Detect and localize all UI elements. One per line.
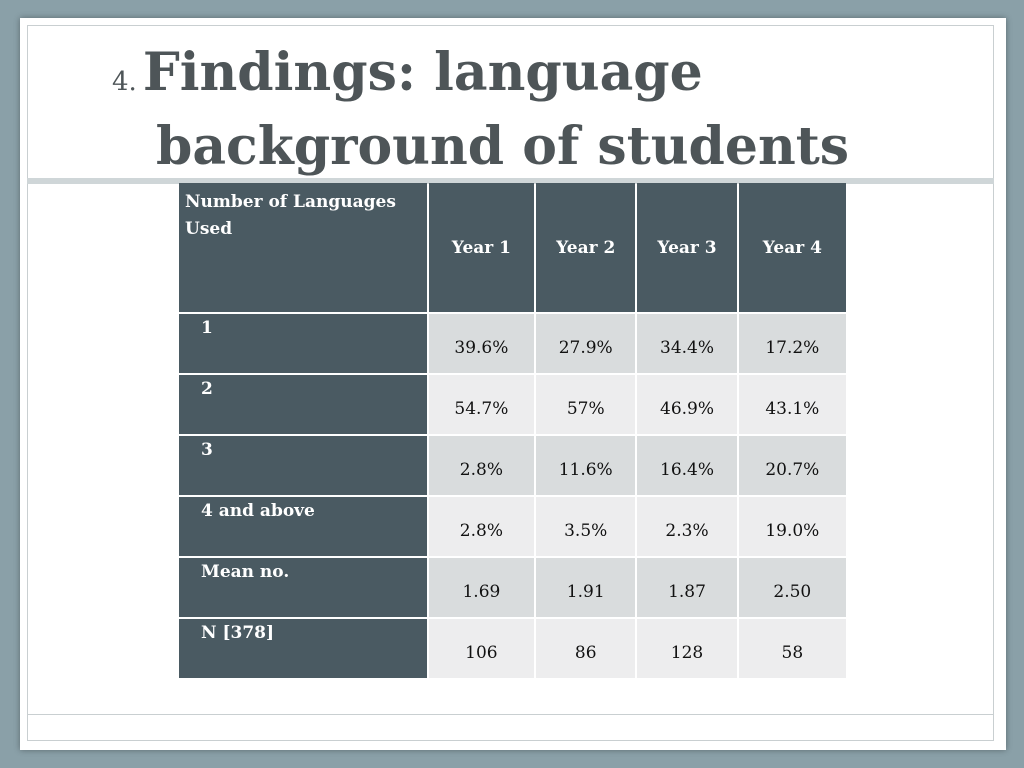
table-cell: 34.4% <box>637 314 736 373</box>
column-header: Year 1 <box>429 183 534 312</box>
row-label: N [378] <box>179 619 427 678</box>
table-row <box>179 314 846 373</box>
title-line-2: background of students <box>156 116 850 177</box>
table-cell: 20.7% <box>739 436 846 495</box>
footer-divider <box>27 714 994 715</box>
table-cell: 3.5% <box>536 497 635 556</box>
row-label: Mean no. <box>179 558 427 617</box>
table-row <box>179 375 846 434</box>
table-row <box>179 436 846 495</box>
row-label: 2 <box>179 375 427 434</box>
title-line-1: Findings: language <box>142 42 703 103</box>
row-label: 3 <box>179 436 427 495</box>
table-cell: 2.8% <box>429 497 534 556</box>
table-cell: 2.8% <box>429 436 534 495</box>
language-background-table <box>177 181 848 680</box>
row-label: 4 and above <box>179 497 427 556</box>
table-row <box>179 558 846 617</box>
row-label: 1 <box>179 314 427 373</box>
table-cell: 58 <box>739 619 846 678</box>
table-cell: 2.3% <box>637 497 736 556</box>
table-cell: 46.9% <box>637 375 736 434</box>
table-cell: 1.87 <box>637 558 736 617</box>
table-cell: 1.69 <box>429 558 534 617</box>
table-cell: 1.91 <box>536 558 635 617</box>
slide <box>20 18 1006 750</box>
table-row <box>179 497 846 556</box>
table-cell: 16.4% <box>637 436 736 495</box>
table-cell: 17.2% <box>739 314 846 373</box>
table-cell: 19.0% <box>739 497 846 556</box>
table-cell: 86 <box>536 619 635 678</box>
table-cell: 2.50 <box>739 558 846 617</box>
table-cell: 106 <box>429 619 534 678</box>
column-header: Year 2 <box>536 183 635 312</box>
table-cell: 27.9% <box>536 314 635 373</box>
corner-header: Number of Languages Used <box>179 183 427 312</box>
table-header-row <box>179 183 846 312</box>
table-cell: 11.6% <box>536 436 635 495</box>
table-cell: 43.1% <box>739 375 846 434</box>
title-number: 4. <box>112 67 137 97</box>
table-cell: 128 <box>637 619 736 678</box>
column-header: Year 3 <box>637 183 736 312</box>
table-row <box>179 619 846 678</box>
table-cell: 39.6% <box>429 314 534 373</box>
column-header: Year 4 <box>739 183 846 312</box>
slide-title <box>112 42 849 178</box>
table-cell: 54.7% <box>429 375 534 434</box>
table-cell: 57% <box>536 375 635 434</box>
